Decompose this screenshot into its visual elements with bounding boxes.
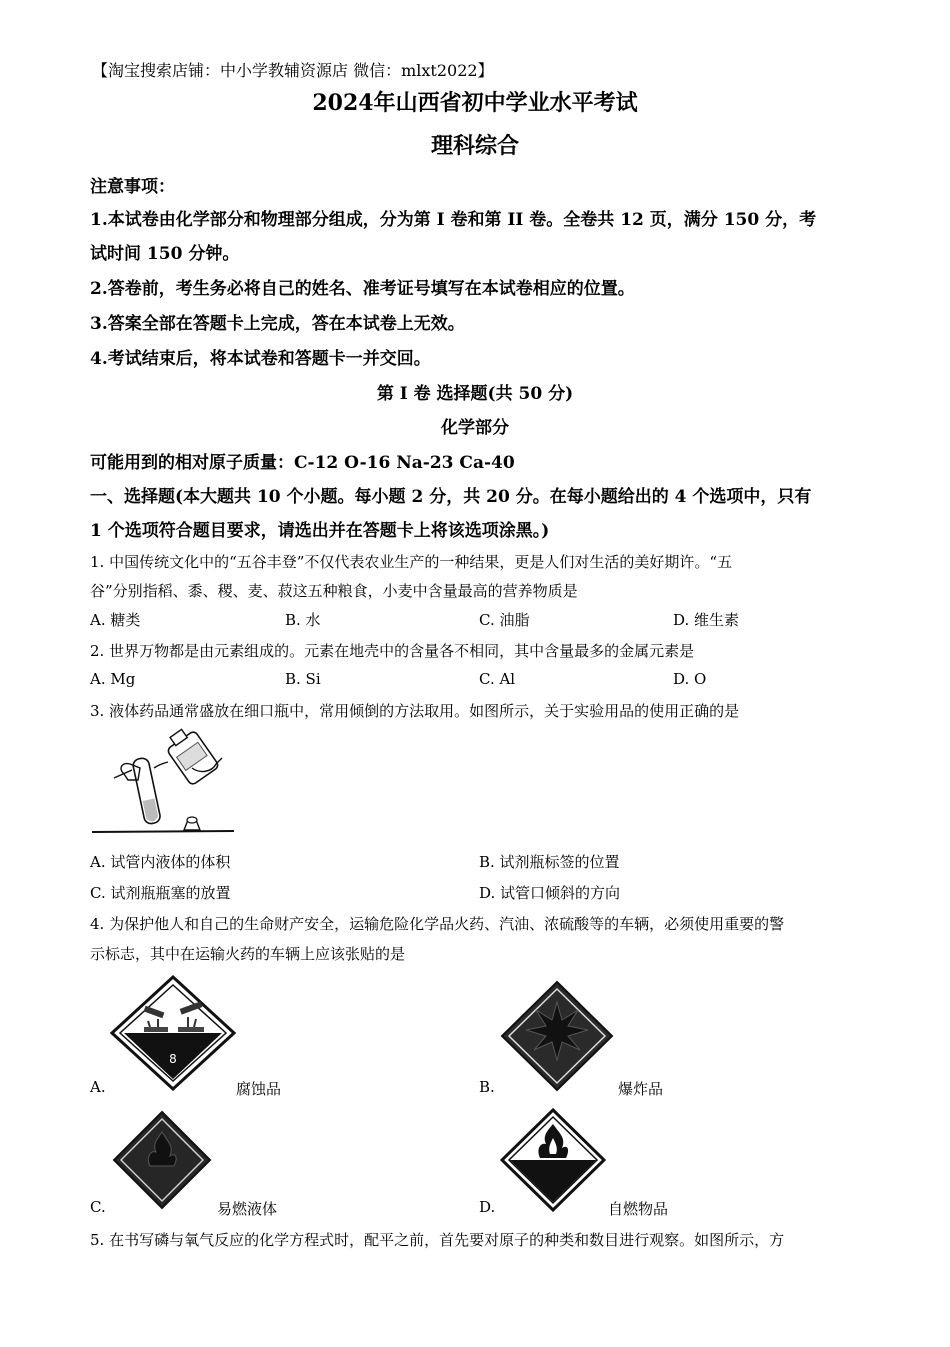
notice-item-1-line-1: 1.本试卷由化学部分和物理部分组成，分为第 I 卷和第 II 卷。全卷共 12 页，满分 150 分，考 bbox=[90, 210, 817, 230]
q4-option-b-label: 爆炸品 bbox=[618, 1080, 664, 1098]
chemistry-title: 化学部分 bbox=[441, 418, 509, 438]
question-1-line-2: 谷”分别指稻、黍、稷、麦、菽这五种粮食，小麦中含量最高的营养物质是 bbox=[90, 582, 578, 600]
notice-item-2: 2.答卷前，考生务必将自己的姓名、准考证号填写在本试卷相应的位置。 bbox=[90, 279, 635, 299]
q4-option-c-label: 易燃液体 bbox=[217, 1200, 278, 1218]
question-4-line-2: 示标志，其中在运输火药的车辆上应该张贴的是 bbox=[90, 945, 406, 963]
q4-option-a-letter: A. bbox=[90, 1078, 106, 1096]
q2-option-c: C. Al bbox=[479, 670, 516, 688]
question-3: 3. 液体药品通常盛放在细口瓶中，常用倾倒的方法取用。如图所示，关于实验用品的使用正确的是 bbox=[90, 702, 740, 720]
part-1-title: 第 I 卷 选择题(共 50 分) bbox=[376, 384, 574, 404]
q1-option-d: D. 维生素 bbox=[673, 611, 740, 629]
q1-option-c: C. 油脂 bbox=[479, 611, 530, 629]
q1-option-b: B. 水 bbox=[285, 611, 321, 629]
question-1-line-1: 1. 中国传统文化中的“五谷丰登”不仅代表农业生产的一种结果，更是人们对生活的美好期许。“五 bbox=[90, 553, 733, 571]
exam-title: 2024年山西省初中学业水平考试 bbox=[312, 90, 638, 116]
q2-option-d: D. O bbox=[673, 670, 707, 688]
q4-option-b-letter: B. bbox=[479, 1078, 495, 1096]
notice-heading: 注意事项： bbox=[90, 177, 175, 197]
q3-option-a: A. 试管内液体的体积 bbox=[90, 853, 231, 871]
corrosive-class-number: 8 bbox=[169, 1052, 177, 1066]
header-note: 【淘宝搜索店铺：中小学教辅资源店 微信：mlxt2022】 bbox=[92, 61, 494, 80]
q3-option-b: B. 试剂瓶标签的位置 bbox=[479, 853, 620, 871]
instructions-line-1: 一、选择题(本大题共 10 个小题。每小题 2 分，共 20 分。在每小题给出的 4 个选项中，只有 bbox=[90, 487, 812, 507]
notice-item-4: 4.考试结束后，将本试卷和答题卡一并交回。 bbox=[90, 349, 431, 369]
q4-option-a-label: 腐蚀品 bbox=[236, 1080, 282, 1098]
pouring-liquid-illustration bbox=[88, 728, 238, 838]
q4-option-d-letter: D. bbox=[479, 1198, 496, 1216]
atomic-mass-line: 可能用到的相对原子质量：C-12 O-16 Na-23 Ca-40 bbox=[90, 453, 515, 473]
q4-option-c-letter: C. bbox=[90, 1198, 106, 1216]
explosive-sign-icon bbox=[500, 980, 614, 1092]
q4-option-d-label: 自燃物品 bbox=[608, 1200, 669, 1218]
exam-subtitle: 理科综合 bbox=[430, 133, 519, 159]
flammable-liquid-sign-icon bbox=[112, 1110, 212, 1210]
instructions-line-2: 1 个选项符合题目要求，请选出并在答题卡上将该选项涂黑。) bbox=[90, 521, 550, 541]
q2-option-a: A. Mg bbox=[90, 670, 136, 688]
q3-option-c: C. 试剂瓶瓶塞的放置 bbox=[90, 884, 231, 902]
question-2: 2. 世界万物都是由元素组成的。元素在地壳中的含量各不相同，其中含量最多的金属元素是 bbox=[90, 642, 695, 660]
corrosive-sign-icon bbox=[110, 975, 236, 1091]
q1-option-a: A. 糖类 bbox=[90, 611, 141, 629]
spontaneous-combustion-sign-icon bbox=[500, 1108, 606, 1212]
question-5-line-1: 5. 在书写磷与氧气反应的化学方程式时，配平之前，首先要对原子的种类和数目进行观察。如图所示，方 bbox=[90, 1231, 785, 1249]
notice-item-3: 3.答案全部在答题卡上完成，答在本试卷上无效。 bbox=[90, 314, 465, 334]
notice-item-1-line-2: 试时间 150 分钟。 bbox=[90, 244, 240, 264]
q3-option-d: D. 试管口倾斜的方向 bbox=[479, 884, 621, 902]
question-4-line-1: 4. 为保护他人和自己的生命财产安全，运输危险化学品火药、汽油、浓硫酸等的车辆，必须使用重要的警 bbox=[90, 915, 785, 933]
q2-option-b: B. Si bbox=[285, 670, 321, 688]
